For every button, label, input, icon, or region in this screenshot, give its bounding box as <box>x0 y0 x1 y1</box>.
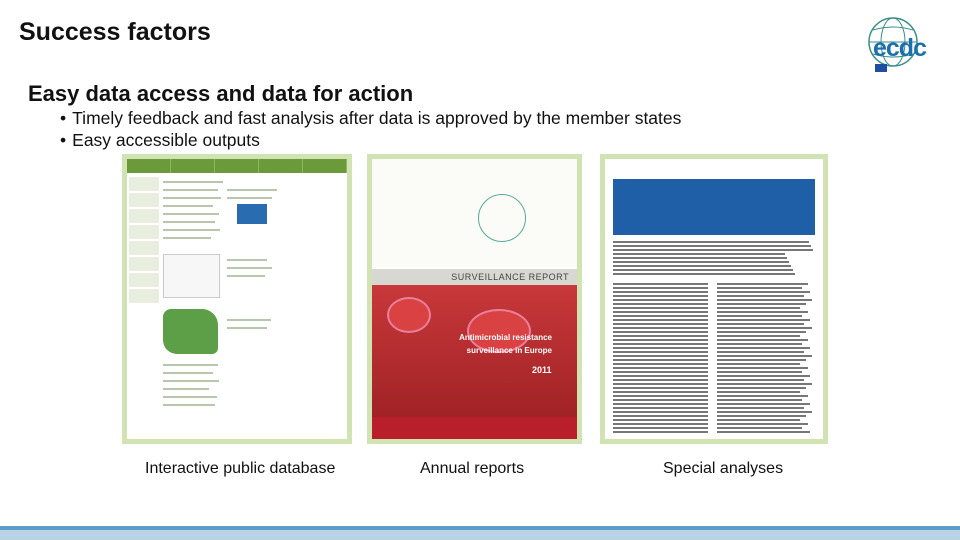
report-cover-frame <box>367 154 582 444</box>
bullet-item: • Easy accessible outputs <box>60 129 681 151</box>
report-cover <box>372 159 577 439</box>
paper-text-line <box>613 419 708 421</box>
paper-text-line <box>613 379 708 381</box>
paper-text-line <box>717 387 806 389</box>
paper-text-line <box>717 303 806 305</box>
paper-text-line <box>613 383 708 385</box>
database-nav-bar <box>127 159 347 173</box>
paper-text-line <box>717 375 810 377</box>
paper-text-line <box>613 269 793 271</box>
slide-title: Success factors <box>19 18 211 46</box>
cover-logo-icon <box>478 194 526 242</box>
bottom-light-bar <box>0 530 960 540</box>
paper-text-line <box>613 355 708 357</box>
paper-text-line <box>613 287 708 289</box>
paper-text-line <box>717 319 810 321</box>
paper-text-line <box>613 307 708 309</box>
paper-text-line <box>613 245 811 247</box>
paper-text-line <box>613 327 708 329</box>
paper-text-line <box>717 403 810 405</box>
paper-text-line <box>613 367 708 369</box>
cover-title: Antimicrobial resistance surveillance in Europe <box>459 333 552 355</box>
paper-text-line <box>717 411 812 413</box>
paper-text-line <box>613 407 708 409</box>
paper-text-line <box>717 311 808 313</box>
paper-text-line <box>717 323 804 325</box>
paper-text-line <box>613 283 708 285</box>
paper-text-line <box>613 257 787 259</box>
paper-text-line <box>717 299 812 301</box>
paper-header <box>613 179 815 235</box>
slide-subtitle: Easy data access and data for action <box>28 81 414 106</box>
paper-text-line <box>717 291 810 293</box>
paper-text-line <box>613 261 789 263</box>
paper-text-line <box>613 241 809 243</box>
paper-page <box>605 159 823 439</box>
cover-label: SURVEILLANCE REPORT <box>451 272 569 282</box>
paper-text-line <box>613 415 708 417</box>
paper-text-line <box>613 375 708 377</box>
database-map-thumbnail <box>163 309 218 354</box>
paper-text-line <box>717 343 802 345</box>
paper-text-line <box>613 403 708 405</box>
paper-text-line <box>717 359 806 361</box>
paper-text-line <box>613 351 708 353</box>
paper-text-line <box>613 315 708 317</box>
paper-text-line <box>717 351 804 353</box>
paper-text-line <box>613 253 785 255</box>
paper-text-line <box>613 343 708 345</box>
paper-text-line <box>613 395 708 397</box>
paper-text-line <box>613 363 708 365</box>
paper-text-line <box>717 391 800 393</box>
petri-dish-icon <box>387 297 431 333</box>
paper-text-line <box>613 359 708 361</box>
paper-text-line <box>717 367 808 369</box>
paper-text-line <box>717 415 806 417</box>
paper-text-line <box>717 327 812 329</box>
paper-text-line <box>613 339 708 341</box>
bullet-item: • Timely feedback and fast analysis after data is approved by the member states <box>60 107 681 129</box>
paper-text-line <box>613 423 708 425</box>
paper-text-line <box>717 419 800 421</box>
paper-text-line <box>613 299 708 301</box>
paper-text-line <box>717 431 810 433</box>
database-blue-panel <box>237 204 267 224</box>
cover-year: 2011 <box>532 365 552 375</box>
database-chart-thumbnail <box>163 254 220 298</box>
caption-special-analyses: Special analyses <box>663 460 784 477</box>
paper-text-line <box>613 431 708 433</box>
caption-annual-reports: Annual reports <box>420 460 525 477</box>
paper-text-line <box>613 371 708 373</box>
paper-text-line <box>717 355 812 357</box>
paper-text-line <box>717 283 808 285</box>
paper-text-line <box>613 427 708 429</box>
paper-text-line <box>717 407 804 409</box>
paper-text-line <box>613 295 708 297</box>
paper-text-line <box>717 295 804 297</box>
paper-frame <box>600 154 828 444</box>
paper-text-line <box>613 319 708 321</box>
database-screenshot <box>127 159 347 439</box>
caption-database: Interactive public database <box>145 460 336 477</box>
paper-text-line <box>717 287 802 289</box>
paper-text-line <box>613 335 708 337</box>
paper-text-line <box>717 315 802 317</box>
paper-text-line <box>613 323 708 325</box>
paper-text-line <box>613 411 708 413</box>
paper-text-line <box>717 331 806 333</box>
database-screenshot-frame <box>122 154 352 444</box>
paper-text-line <box>717 371 802 373</box>
paper-text-line <box>613 303 708 305</box>
paper-text-line <box>717 427 802 429</box>
paper-text-line <box>717 339 808 341</box>
logo-text: ecdc <box>873 34 926 62</box>
paper-text-line <box>613 265 791 267</box>
paper-text-line <box>717 335 800 337</box>
paper-text-line <box>613 331 708 333</box>
paper-text-line <box>717 383 812 385</box>
paper-text-line <box>613 273 795 275</box>
paper-text-line <box>613 347 708 349</box>
paper-text-line <box>717 363 800 365</box>
paper-text-line <box>717 423 808 425</box>
paper-text-line <box>717 399 802 401</box>
paper-text-line <box>717 395 808 397</box>
bullet-list <box>60 107 681 151</box>
paper-text-line <box>613 391 708 393</box>
paper-text-line <box>717 307 800 309</box>
paper-text-line <box>613 249 813 251</box>
database-sidebar <box>129 177 159 437</box>
paper-text-line <box>613 291 708 293</box>
paper-text-line <box>613 387 708 389</box>
paper-text-line <box>613 399 708 401</box>
paper-text-line <box>717 379 804 381</box>
paper-text-line <box>717 347 810 349</box>
paper-text-line <box>613 311 708 313</box>
